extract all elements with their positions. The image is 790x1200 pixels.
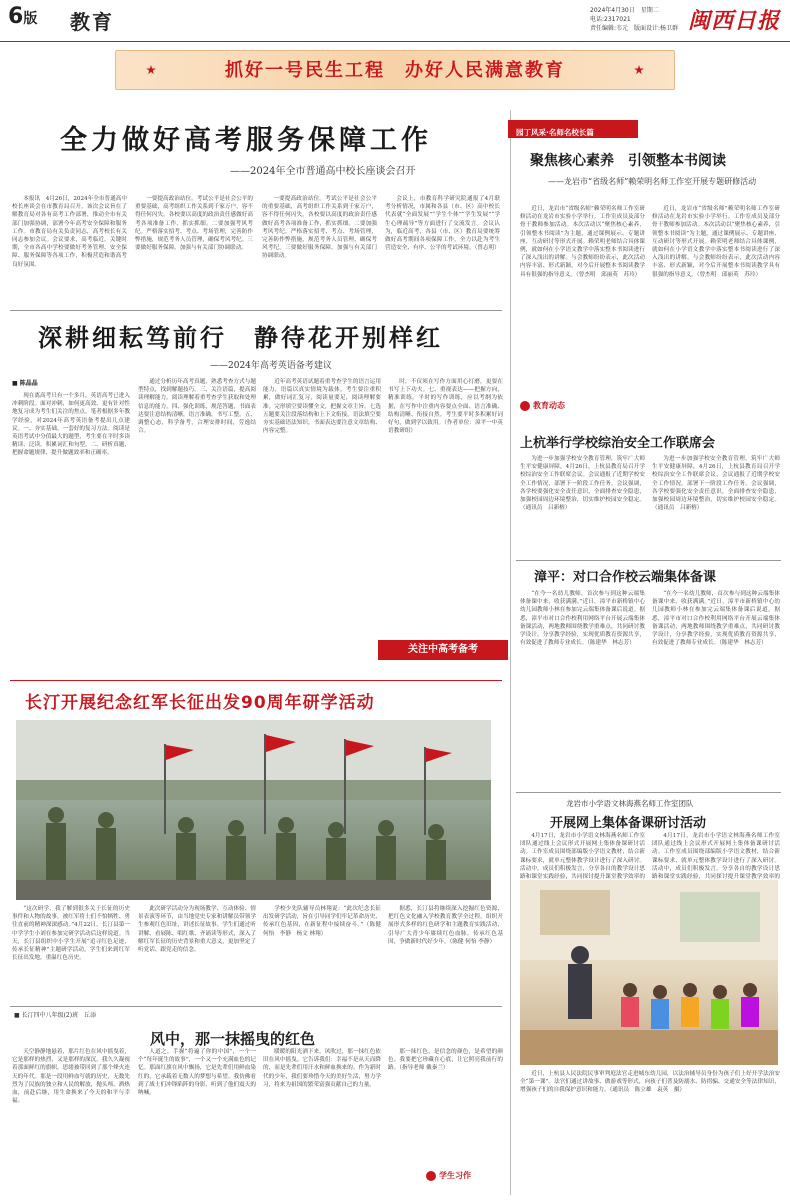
article3-title: 长汀开展纪念红军长征出发90周年研学活动 (25, 693, 375, 713)
editors: 责任编辑:韦元 版面设计:杨卫群 (590, 25, 679, 32)
photo-illustration (16, 720, 491, 900)
r1-col2: 近日，龙岩市“省级名师”赖荣明名师工作室研修活动在龙岩市实验小学举行。工作室成员及部分骨干教师参加活动。本次活动以“聚焦核心素养，引领整本书阅读”为主题，通过课例展示、专题讲座、互动研讨等形式开展。赖荣明老师结合具体课例，就如何在小学语文教学中落实整本书阅读进行了深入浅出的讲解。与会教师纷纷表示，此次活动内容丰富、形式新颖，对今后开展整本书阅读教学具有很强的指导意义。（曾杰明 邱丽英 苏玲） (652, 206, 780, 278)
divider (10, 1006, 502, 1007)
r3-col2: “在今一名幼儿教师，首次参与到这种云端集体备课中来，收获满满。”近日，漳平市新桥镇中心幼儿园教师小林在参加完云端集体备课后说道。据悉，漳平市对口合作校利用网络平台开展云端集体备课活动，两地教师围绕教学重难点，共同研讨教学设计，分享教学经验，实现优质教育资源共享，有效促进了教师专业成长。（陈建华 林志芳） (652, 591, 780, 647)
kindergarten-photo (520, 880, 778, 1065)
essay-col3: 暖暖的阳光洒下来，风吹过，那一抹红色依旧在风中摇曳。它告诉我们：幸福不是从天而降的，而是先辈们用汗水和鲜血换来的。作为新时代的少年，我们要珍惜今天的美好生活，努力学习，将来为祖国的繁荣富强贡献自己的力量。 (263, 1049, 381, 1088)
r2-col1: 为进一步加强学校安全教育管理，筑牢广大师生平安健康屏障，4月26日，上杭县教育局召开学校综治安全工作联席会议。会议通报了近期学校安全工作情况，部署下一阶段工作任务。会议强调，各学校要强化安全责任意识，全面排查安全隐患，加强校园周边环境整治，切实维护校园安全稳定。（通讯员 吕新榕） (520, 456, 645, 512)
r1-subtitle: ——龙岩市“省级名师”赖荣明名师工作室开展专题研修活动 (548, 177, 757, 186)
divider (516, 792, 781, 793)
masthead (0, 0, 790, 42)
slogan-text: 抓好一号民生工程 办好人民满意教育 (225, 60, 565, 81)
divider (10, 680, 502, 681)
r4-col2: 4月17日，龙岩市小学语文林海燕名师工作室团队通过线上会议形式开展网上集体备课研讨活动。工作室成员围绕部编版小学语文教材，结合新课标要求，就单元整体教学设计进行了深入研讨。活动中，成员们积极发言，分享各自的教学设计思路和课堂实践经验，共同探讨提升课堂教学效率的 (652, 833, 780, 881)
divider (516, 560, 781, 561)
student-writing-tag: 学生习作 (426, 1170, 471, 1181)
r4-col1: 4月17日，龙岩市小学语文林海燕名师工作室团队通过线上会议形式开展网上集体备课研讨活动。工作室成员围绕部编版小学语文教材，结合新课标要求，就单元整体教学设计进行了深入研讨。活动中，成员们积极发言，分享各自的教学设计思路和课堂实践经验，共同探讨提升课堂教学效率的 (520, 833, 645, 881)
article3-col3: 学校少先队辅导员林翔说：“此次纪念长征出发研学活动，旨在引导同学们牢记革命历史、传承红色基因，在新征程中接续奋斗。”（陈健 何怡 李静 杨文 林翔） (263, 906, 387, 937)
article1-title: 全力做好高考服务保障工作 (60, 125, 432, 156)
article3-col4: 据悉，长汀县将继续深入挖掘红色资源，把红色文化融入学校教育教学全过程，组织开展形式多样的红色研学和主题教育实践活动，引导广大青少年赓续红色血脉，传承红色基因，争做新时代好少年。（陈健 何怡 李静） (388, 906, 503, 945)
article1-col3: 一要提高政治站位。考试公平是社会公平的重要基础，高考组织工作关系到千家万户，容不得任何闪失。各校要以高度的政治责任感做好高考各项准备工作，抓实抓细。二要加强考风考纪。严格落实招考、考点、考场管理，完善防作弊措施，规范考务人员管理，确保考风考纪。三要做好服务保障。加强与有关部门协调联动。 (262, 196, 377, 260)
r3-col1: “在今一名幼儿教师，首次参与到这种云端集体备课中来，收获满满。”近日，漳平市新桥镇中心幼儿园教师小林在参加完云端集体备课后说道。据悉，漳平市对口合作校利用网络平台开展云端集体备课活动，两地教师围绕教学重难点，共同研讨教学设计，分享教学经验，实现优质教育资源共享，有效促进了教师专业成长。（陈建华 林志芳） (520, 591, 645, 647)
article2-subtitle: ——2024年高考英语备考建议 (210, 361, 332, 371)
article1-col1: 本报讯 4月26日，2024年全市普通高中校长座谈会在市教育局召开。该次会议旨在了解教育局对各有高考工作部署，推动全市有关部门加强协调，部署今年高考安全保障和服务工作。市教育局有关负责同志，高考校长有关同志参加会议。会议要求，高考临近，关键时期，全市各高中学校要做好考务管理、安全保障、服务保障等各项工作，积极营造和谐高考良好氛围。 (12, 196, 127, 268)
r2-col2: 为进一步加强学校安全教育管理，筑牢广大师生平安健康屏障，4月26日，上杭县教育局召开学校综治安全工作联席会议。会议通报了近期学校安全工作情况，部署下一阶段工作任务。会议强调，各学校要强化安全责任意识，全面排查安全隐患，加强校园周边环境整治，切实维护校园安全稳定。（通讯员 吕新榕） (652, 456, 780, 512)
essay-col2: 人道之，手握“将遍了你的中国”，一个一个“每年诞生的故事”，一个又一个充满血色的记忆。那面红旗在风中飘扬，它是先辈们用鲜血染红的，它承载着无数人的梦想与希望。我仿佛看到了战士们冲锋陷阵的身影，听到了他们震天的呐喊。 (138, 1049, 256, 1097)
phone: 电话:2317021 (590, 16, 631, 23)
r4-kicker: 龙岩市小学语文林海燕名师工作室团队 (566, 799, 694, 808)
news-label: 教育动态 (520, 400, 565, 411)
section-title: 教育 (70, 10, 114, 34)
star-icon (146, 65, 156, 75)
article1-subtitle: ——2024年全市普通高中校长座谈会召开 (230, 166, 416, 177)
essay-col4: 那一抹红色，是信念的颜色，是希望的颜色。我要把它珍藏在心底，让它照亮我前行的路。（指导老师 戴秦兰） (388, 1049, 503, 1072)
article2-title: 深耕细耘笃前行 静待花开别样红 (38, 324, 443, 352)
article2-author: ■ 陈晶晶 (12, 380, 38, 387)
divider (10, 310, 502, 311)
column-label: 园丁风采·名师名校长篇 (508, 120, 638, 138)
long-march-photo (16, 720, 491, 900)
article3-col1: “这次研学，我了解到很多关于长征的历史事件和人物的故事，被红军将士们不怕牺牲、勇往直前的精神深深感动。”4月22日，长汀县第一中学学生小刘在参加完研学活动后这样说道。当天，长汀县组织中小学生开展“追寻红色足迹，传承长征精神”主题研学活动，学生们来到红军长征出发地，重温红色历史。 (12, 906, 130, 962)
focus-tag: 关注中高考备考 (378, 640, 508, 660)
issue-date: 2024年4月30日 星期二 (590, 7, 659, 14)
article1-col4: 会议上，市教育科学研究院通报了4月联考分析情况，市属和各县（市、区）高中校长代表就“全面发展”“学生个体”“学生发展”“学生心理疏导”等方面进行了交流发言。会议认为，临近高考，各县（市、区）教育局要统筹做好高考期间各项保障工作，全力以赴为考生营造安全、有序、公平的考试环境。（曾志明） (385, 196, 500, 252)
column-divider (510, 110, 511, 1195)
essay-author: ■ 长汀四中八年级(2)班 丘添 (14, 1012, 97, 1019)
star-icon (634, 65, 644, 75)
article2-col1: 现在离高考只有一个多月，英语高考已进入冲刺阶段。面对冲刺，如何更高效、更有针对性地复习成为考生们关注的焦点。笔者根据多年教学经验，对2024年高考英语备考提出几点建议。一、夯实基础，一套好的复习方法。阅读是英语考试中分值最大的题型，考生要在平时多读精读、泛读，积累词汇和句型。二、研析真题，把握命题规律，提升做题效率和正确率。 (12, 393, 130, 457)
paper-logo: 闽西日报 (688, 8, 781, 34)
page-number: 6版 (8, 4, 38, 29)
dot-icon (426, 1171, 436, 1181)
article2-col3: 近年高考英语试题着重考查学生的语言运用能力，语篇以真实情境为载体。考生要注重积累，做好词汇复习，阅读量要足，阅读理解要准。完形填空要读懂全文，把握文章主旨。七选五题要关注段落结构和上下文衔接。语法填空要夯实基础语法知识，书面表达要注意文章结构、内容完整。 (263, 379, 381, 435)
essay-col1: 天空静静地悬着，那片红色在风中摇曳着，它是那样的热烈，又是那样的深沉。我久久凝视着那面鲜红的旗帜，思绪被带回到了那个烽火连天的年代。那是一段用鲜血写就的历史，无数先烈为了民族的独立和人民的解放，抛头颅、洒热血，前赴后继，用生命换来了今天的和平与幸福。 (12, 1049, 130, 1105)
article2-col4: 时，不仅须在写作方面用心打磨，更要在书写上下功夫。七、重视表达——把握方向，精准训练。平时的写作训练，应以考纲为依据，在写作中注重内容要点全面、语言准确、结构清晰、衔接自然。考生要平时多积累好词好句，做到学以致用。（作者单位：漳平一中英语教研组） (388, 379, 503, 435)
photo-caption: 近日，上杭县人民法院民事审判庭法官走进城东幼儿园，以法治辅导员身份为孩子们上好开学法治安全“第一课”。法官们通过讲故事、做游戏等形式，向孩子们普及防溺水、防拐骗、交通安全等法律知识，增强孩子们的自我保护意识和能力。（通讯员 陈立雄 袁英 摄） (520, 1071, 780, 1094)
r1-col1: 近日，龙岩市“省级名师”赖荣明名师工作室研修活动在龙岩市实验小学举行。工作室成员及部分骨干教师参加活动。本次活动以“聚焦核心素养，引领整本书阅读”为主题，通过课例展示、专题讲座、互动研讨等形式开展。赖荣明老师结合具体课例，就如何在小学语文教学中落实整本书阅读进行了深入浅出的讲解。与会教师纷纷表示，此次活动内容丰富、形式新颖，对今后开展整本书阅读教学具有很强的指导意义。（曾杰明 邱丽英 苏玲） (520, 206, 645, 278)
r1-title: 聚焦核心素养 引领整本书阅读 (530, 153, 726, 169)
article2-col2: 通过分析历年高考真题，熟悉考查方式与题型特点，找到解题技巧。三、关注语篇，提高阅读理解能力。阅读理解着重考查学生获取和处理信息的能力。四、强化训练，规范答题，书面表达要注意结构清晰，语言准确，书写工整。五、调整心态，科学备考，合理安排时间，劳逸结合。 (138, 379, 256, 435)
article3-col2: 此次研学活动分为现场教学、互动体验、情景表演等环节，由当地党史专家和讲解员带领学生参观红色旧址，讲述长征故事。学生们通过听讲解、看展陈、唱红歌、齐诵读等形式，深入了解红军长征的历史背景和重大意义，更加坚定了听党话、跟党走的信念。 (138, 906, 256, 954)
r3-title: 漳平：对口合作校云端集体备课 (534, 570, 717, 585)
date-block (590, 6, 678, 33)
r4-title: 开展网上集体备课研讨活动 (550, 816, 707, 831)
dot-icon (520, 401, 530, 411)
r2-title: 上杭举行学校综治安全工作联席会 (520, 436, 716, 451)
slogan-banner (115, 50, 675, 90)
essay-title: 风中，那一抹摇曳的红色 (150, 1030, 316, 1048)
article1-col2: 一要提高政治站位。考试公平是社会公平的重要基础，高考组织工作关系到千家万户，容不得任何闪失。各校要以高度的政治责任感做好高考各项准备工作，抓实抓细。二要加强考风考纪。严格落实招考、考点、考场管理，完善防作弊措施，规范考务人员管理，确保考风考纪。三要做好服务保障。加强与有关部门协调联动。 (135, 196, 253, 252)
photo-illustration (520, 880, 778, 1065)
